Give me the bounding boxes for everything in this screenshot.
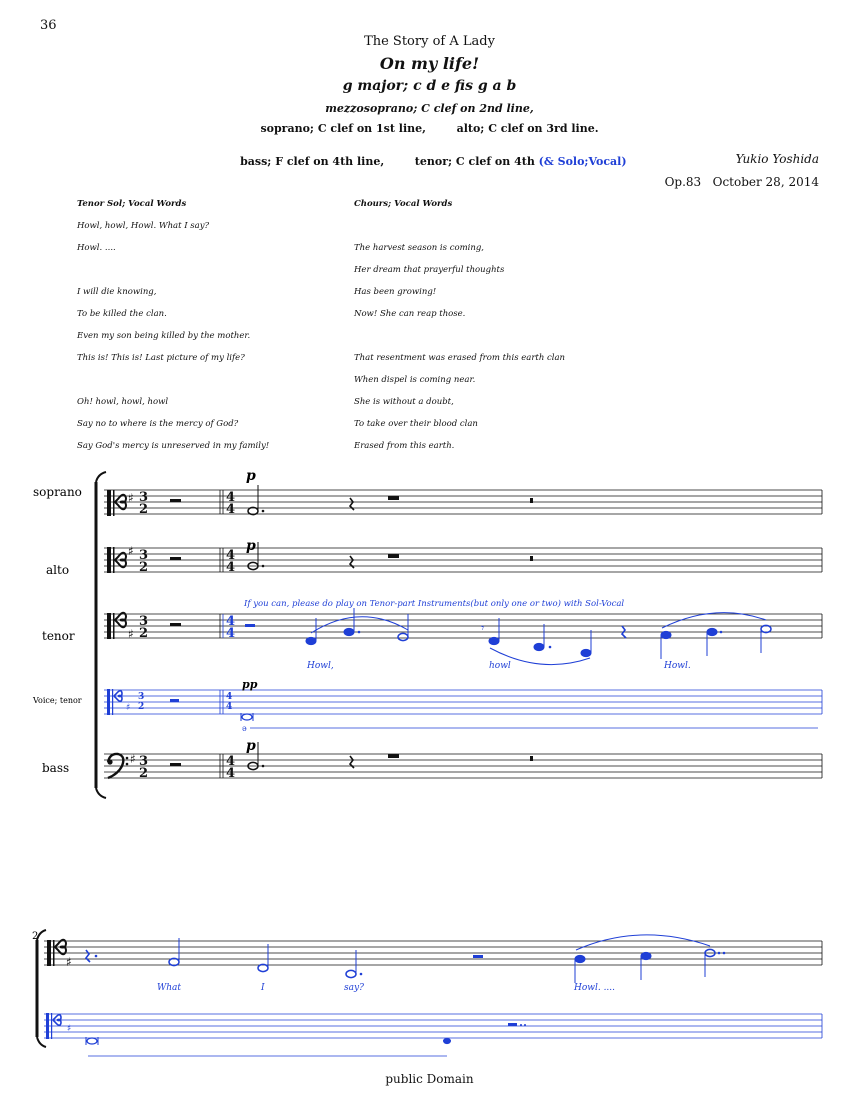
svg-text:2: 2 (138, 702, 145, 712)
svg-text:4: 4 (226, 692, 233, 702)
svg-text:4: 4 (226, 614, 236, 629)
svg-text:3: 3 (139, 548, 149, 563)
svg-text:3: 3 (138, 692, 145, 702)
time-signature (138, 692, 144, 712)
time-signature (226, 692, 232, 712)
tenor-lyric-line: Howl, howl, Howl. What I say? (77, 221, 210, 231)
instrument-name: Voice; tenor (33, 696, 82, 705)
note-group-alto (248, 542, 533, 570)
tenor-lyric-line: Howl. .... (77, 243, 116, 253)
measure-number: 2 (32, 931, 39, 942)
bracket-top-hook (96, 472, 106, 482)
instrument-name: bass (42, 761, 70, 775)
tenor-lyrics-heading: Tenor Sol; Vocal Words (77, 199, 187, 209)
footer-license: public Domain (385, 1072, 474, 1086)
lyric-syllable: Howl. .... (574, 983, 616, 993)
svg-text:2: 2 (139, 502, 149, 517)
lyric-syllable: say? (344, 983, 364, 993)
clef-line-3-main: bass; F clef on 4th line, tenor; C clef on 4th (240, 155, 539, 168)
svg-text:2: 2 (139, 626, 149, 641)
tenor-lyrics-sys1 (306, 661, 691, 671)
page-title: On my life! (379, 54, 480, 73)
svg-text:4: 4 (226, 548, 236, 563)
bracket-bottom-hook (37, 1037, 46, 1047)
chorus-lyric-line: She is without a doubt, (354, 397, 454, 407)
sharp-icon: ♯ (126, 703, 131, 713)
staff-voice-tenor (104, 690, 822, 714)
svg-text:2: 2 (139, 766, 149, 781)
lyrics-block (0, 0, 859, 460)
instrument-name: tenor (42, 629, 75, 643)
svg-text:4: 4 (226, 560, 236, 575)
dynamic-mark: p (246, 470, 256, 484)
chorus-lyric-line: Has been growing! (354, 287, 437, 297)
svg-text:𝄾: 𝄾 (481, 621, 485, 635)
note-group-voice-tenor-sys2 (86, 1023, 526, 1056)
chorus-lyric-line: The harvest season is coming, (354, 243, 484, 253)
svg-text:♯: ♯ (130, 752, 136, 766)
dynamic-mark: pp (242, 678, 258, 691)
clef-line-2: soprano; C clef on 1st line, alto; C clef on 3rd line. (260, 122, 599, 135)
tenor-lyrics-sys2 (157, 983, 615, 993)
svg-text:3: 3 (139, 490, 149, 505)
chorus-lyric-line: To take over their blood clan (354, 419, 478, 429)
svg-text:4: 4 (226, 766, 236, 781)
staff-alto (104, 548, 822, 572)
time-signature (139, 490, 148, 781)
subtitle: The Story of A Lady (364, 34, 495, 49)
composer: Yukio Yoshida (735, 152, 819, 166)
sharp-icon: ♯ (67, 1024, 72, 1034)
opus-date: Op.83 October 28, 2014 (664, 175, 819, 189)
rest-icon (170, 499, 181, 766)
c-clef-icon (107, 490, 126, 516)
svg-text:4: 4 (226, 490, 236, 505)
note-group-tenor (245, 608, 771, 665)
staff-voice-tenor (44, 1014, 822, 1038)
tenor-lyric-line: This is! This is! Last picture of my life? (77, 353, 245, 363)
bracket-bottom-hook (96, 788, 106, 798)
svg-text:3: 3 (139, 614, 149, 629)
svg-text:4: 4 (226, 754, 236, 769)
instrument-name: alto (46, 563, 70, 577)
chorus-lyric-line: Now! She can reap those. (354, 309, 466, 319)
chorus-lyric-line: That resentment was erased from this earth clan (354, 353, 566, 363)
tenor-lyric-line: To be killed the clan. (77, 309, 167, 319)
staff-bass (104, 754, 822, 778)
breath-mark: ə (242, 724, 247, 733)
time-signature (226, 614, 235, 641)
chorus-lyric-line: When dispel is coming near. (354, 375, 476, 385)
svg-text:4: 4 (226, 702, 233, 712)
lyric-syllable: Howl. (664, 661, 691, 671)
svg-text:♯: ♯ (128, 627, 134, 641)
sharp-icon (128, 491, 136, 766)
instrument-name: soprano (33, 485, 82, 499)
staff-soprano (104, 490, 822, 514)
svg-text:4: 4 (226, 626, 236, 641)
lyric-syllable: What (157, 983, 182, 993)
svg-text:♯: ♯ (128, 544, 134, 558)
score-system-2 (0, 926, 859, 1066)
lyric-syllable: I (261, 983, 265, 993)
rest-icon (170, 699, 179, 702)
dynamic-mark: p (246, 738, 256, 754)
note-group-voice-tenor (241, 713, 818, 728)
svg-text:2: 2 (139, 560, 149, 575)
note-group-soprano (248, 485, 533, 515)
score-system-1 (0, 470, 859, 800)
tenor-lyric-line: Even my son being killed by the mother. (77, 331, 251, 341)
tenor-lyric-line: Oh! howl, howl, howl (77, 397, 169, 407)
page-number: 36 (40, 18, 57, 33)
lyric-syllable: Howl, (307, 661, 334, 671)
chorus-lyric-line: Erased from this earth. (354, 441, 455, 451)
key-line: g major; c d e fis g a b (342, 78, 517, 94)
chorus-lyric-line: Her dream that prayerful thoughts (354, 265, 505, 275)
note-group-bass (248, 742, 533, 770)
svg-text:♯: ♯ (128, 491, 134, 505)
chorus-lyrics-heading: Chours; Vocal Words (354, 199, 453, 209)
tenor-lyric-line: Say no to where is the mercy of God? (77, 419, 239, 429)
tenor-lyric-line: Say God's mercy is unreserved in my family! (77, 441, 270, 451)
dynamic-mark: p (246, 538, 256, 554)
svg-text:3: 3 (139, 754, 149, 769)
lyric-syllable: howl (489, 661, 511, 671)
sharp-icon: ♯ (66, 955, 72, 969)
clef-line-1: mezzosoprano; C clef on 2nd line, (325, 102, 534, 115)
performance-instruction: If you can, please do play on Tenor-part Instruments(but only one or two) with Sol-Vocal (244, 599, 625, 609)
svg-text:4: 4 (226, 502, 236, 517)
clef-line-3-solo: (& Solo;Vocal) (538, 155, 627, 168)
tenor-lyric-line: I will die knowing, (77, 287, 157, 297)
